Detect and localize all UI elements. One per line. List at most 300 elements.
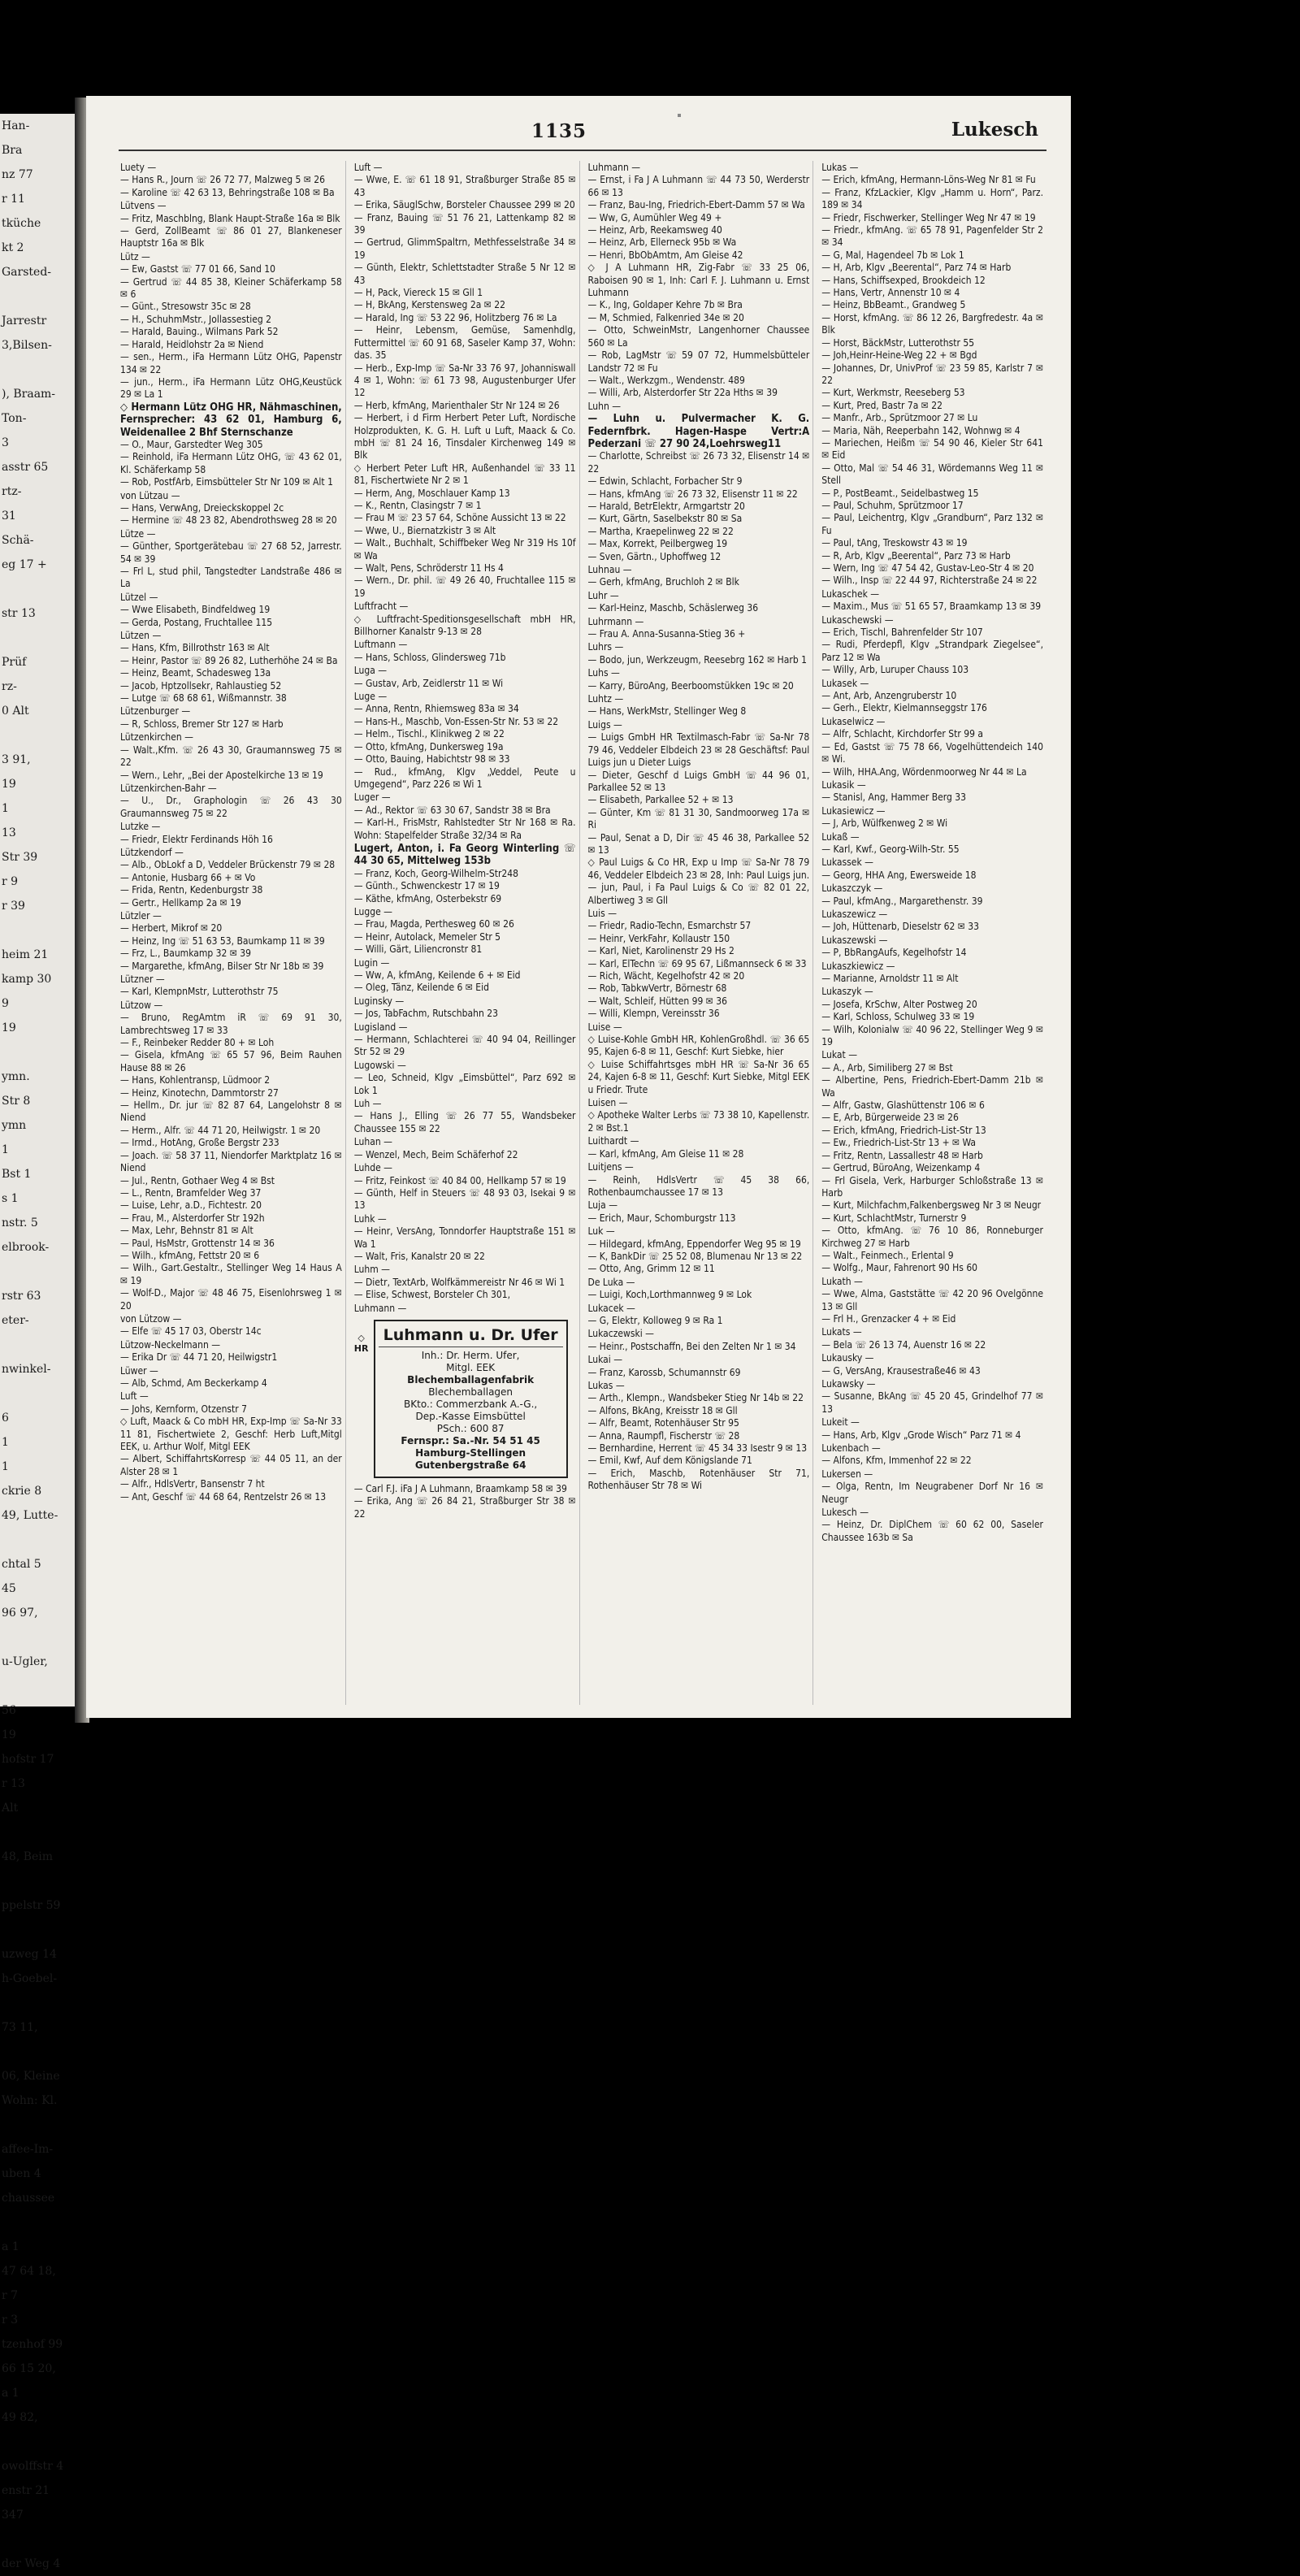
fragment-text: 3	[2, 436, 9, 449]
directory-entry: — Wenzel, Mech, Beim Schäferhof 22	[353, 1148, 518, 1160]
surname-heading: Luftmann —	[353, 639, 408, 651]
directory-entry: — Heinr, Pastor ☏ 89 26 82, Lutherhöhe 24 ✉ Ba	[120, 654, 338, 666]
directory-entry: — Martha, Kraepelinweg 22 ✉ 22	[587, 525, 734, 537]
directory-entry: — Günth., Schwenckestr 17 ✉ 19	[353, 880, 500, 892]
directory-entry: — Charlotte, Schreibst ☏ 26 73 32, Elisenstr 14 ✉ 22	[587, 450, 810, 475]
directory-entry: — Herb, kfmAng, Marienthaler Str Nr 124 ✉ 26	[353, 399, 560, 411]
surname-heading: Luise —	[587, 1021, 622, 1033]
directory-entry: — Alfr, Schlacht, Kirchdorfer Str 99 a	[821, 728, 984, 740]
fragment-text	[0, 1674, 78, 1698]
directory-entry: — Horst, BäckMstr, Lutterothstr 55	[821, 336, 975, 349]
directory-entry: — Fritz, Maschblng, Blank Haupt-Straße 16a ✉ Blk	[120, 212, 340, 224]
ad-line: Fernspr.: Sa.-Nr. 54 51 45	[401, 1434, 540, 1446]
directory-entry: — Frida, Rentn, Kedenburgstr 38	[120, 884, 263, 896]
fragment-text: r 13	[2, 1777, 25, 1790]
surname-heading: Lütvens —	[120, 200, 167, 212]
directory-entry: ◇ Hermann Lütz OHG HR, Nähmaschinen, Fernsprecher: 43 62 01, Hamburg 6, Weidenallee 2 Bhf Sternschanze	[120, 401, 342, 439]
surname-heading: Lukaschewski —	[821, 614, 894, 626]
directory-entry: — Gerd, ZollBeamt ☏ 86 01 27, Blankeneser Hauptstr 16a ✉ Blk	[120, 225, 342, 249]
fragment-text: 19	[2, 1021, 16, 1034]
directory-entry: — L., Rentn, Bramfelder Weg 37	[120, 1186, 262, 1199]
directory-entry: — Maxim., Mus ☏ 51 65 57, Braamkamp 13 ✉ 39	[821, 601, 1042, 613]
directory-entry: — jun., Herm., iFa Hermann Lütz OHG,Keustück 29 ✉ La 1	[120, 375, 342, 401]
directory-entry: — Franz, Bau-Ing, Friedrich-Ebert-Damm 57 ✉ Wa	[587, 199, 805, 211]
fragment-text: uzweg 14	[2, 1948, 57, 1961]
directory-entry: — Johannes, Dr, UnivProf ☏ 23 59 85, Karlstr 7 ✉ 22	[821, 362, 1043, 386]
surname-heading: Luis —	[587, 907, 617, 919]
surname-heading: Lukawsky —	[821, 1378, 876, 1390]
directory-entry: — Otto, Ang, Grimm 12 ✉ 11	[587, 1263, 715, 1275]
surname-heading: Lukaszyk —	[821, 986, 873, 998]
fragment-text: 49 82,	[2, 2411, 38, 2424]
ad-line: Dep.-Kasse Eimsbüttel	[415, 1410, 526, 1422]
directory-entry: — Kurt, Werkmstr, Reeseberg 53	[821, 387, 965, 399]
surname-heading: Luigs —	[587, 718, 622, 731]
surname-heading: Lukaczewski —	[587, 1328, 654, 1340]
surname-heading: Luhn —	[587, 400, 622, 412]
directory-entry: — Arth., Klempn., Wandsbeker Stieg Nr 14b ✉ 22	[587, 1392, 804, 1404]
fragment-text: Prüf	[2, 656, 27, 669]
directory-entry: — sen., Herm., iFa Hermann Lütz OHG, Papenstr 134 ✉ 22	[120, 351, 342, 375]
directory-entry: — H, Arb, Klgv „Beerental“, Parz 74 ✉ Harb	[821, 262, 1012, 274]
directory-entry: — Franz, Karossb, Schumannstr 69	[587, 1366, 741, 1378]
directory-entry: — Wern, Ing ☏ 47 54 42, Gustav-Leo-Str 4 ✉ 20	[821, 562, 1034, 574]
directory-entry: — Stanisl, Ang, Hammer Berg 33	[821, 791, 967, 804]
page-number: 1135	[531, 120, 587, 142]
directory-columns	[120, 161, 1046, 1705]
directory-entry: — Harald, Heidlohstr 2a ✉ Niend	[120, 338, 264, 350]
surname-heading: Luhmann —	[587, 162, 641, 173]
directory-entry: — Georg, HHA Ang, Ewersweide 18	[821, 869, 977, 881]
directory-entry: — Rich, Wächt, Kegelhofstr 42 ✉ 20	[587, 970, 745, 982]
directory-entry: — Johs, Kernform, Otzenstr 7	[120, 1403, 247, 1415]
directory-entry: — Karl, Kwf., Georg-Wilh-Str. 55	[821, 843, 960, 855]
directory-entry: ◇ Apotheke Walter Lerbs ☏ 73 38 10, Kapellenstr. 2 ✉ Bst.1	[587, 1109, 810, 1134]
header-rule	[119, 150, 1046, 151]
surname-heading: Lukas —	[821, 162, 859, 173]
directory-entry: — Wwe, Alma, Gaststätte ☏ 42 20 96 Ovelgönne 13 ✉ Gll	[821, 1288, 1043, 1312]
directory-entry: — Ww, G, Aumühler Weg 49 +	[587, 211, 722, 223]
surname-heading: Lützkendorf —	[120, 846, 184, 858]
surname-heading: Lukasik —	[821, 778, 866, 791]
directory-entry: — Reinh, HdlsVertr ☏ 45 38 66, Rothenbaumchaussee 17 ✉ 13	[587, 1173, 810, 1198]
directory-entry: — Anna, Rentn, Rhiemsweg 83a ✉ 34	[353, 703, 519, 715]
fragment-text	[0, 2527, 78, 2552]
directory-entry: — K., Ing, Goldaper Kehre 7b ✉ Bra	[587, 299, 743, 311]
directory-entry: — G, Elektr, Kolloweg 9 ✉ Ra 1	[587, 1314, 723, 1326]
directory-entry: — J, Arb, Wülfkenweg 2 ✉ Wi	[821, 817, 948, 830]
directory-entry: — Harald, Ing ☏ 53 22 96, Holitzberg 76 ✉ La	[353, 311, 557, 323]
column-4	[821, 161, 1046, 1705]
directory-entry: — Herm, Ang, Moschlauer Kamp 13	[353, 487, 510, 499]
directory-entry: — Alfr, Gastw, Glashüttenstr 106 ✉ 6	[821, 1099, 985, 1112]
directory-entry: — Walt.,Kfm. ☏ 26 43 30, Graumannsweg 75 ✉ 22	[120, 744, 342, 769]
directory-entry: — Wilh., Gart.Gestaltr., Stellinger Weg 14 Haus A ✉ 19	[120, 1262, 342, 1286]
surname-heading: Lutzke —	[120, 821, 161, 833]
surname-heading: Lugowski —	[353, 1059, 406, 1071]
directory-entry: — Manfr., Arb., Sprützmoor 27 ✉ Lu	[821, 412, 978, 424]
fragment-text	[0, 1528, 78, 1552]
fragment-text: u-Ugler,	[2, 1655, 48, 1668]
fragment-text	[0, 284, 78, 309]
directory-entry: — Maria, Näh, Reeperbahn 142, Wohnwg ✉ 4	[821, 424, 1020, 436]
surname-heading: Luitjens —	[587, 1161, 634, 1173]
directory-entry: — Wern., Lehr, „Bei der Apostelkirche 13 ✉ 19	[120, 769, 323, 781]
fragment-text: 9	[2, 997, 9, 1010]
directory-entry: — Frl H., Grenzacker 4 + ✉ Eid	[821, 1312, 956, 1325]
directory-entry: ◇ J A Luhmann HR, Zig-Fabr ☏ 33 25 06, Raboisen 90 ✉ 1, Inh: Carl F. J. Luhmann u. Ernst Luhmann	[587, 262, 810, 299]
directory-entry: — Luigi, Koch,Lorthmannweg 9 ✉ Lok	[587, 1289, 752, 1301]
directory-entry: — Fritz, Rentn, Lassallestr 48 ✉ Harb	[821, 1149, 983, 1161]
directory-entry: — Gisela, kfmAng ☏ 65 57 96, Beim Rauhen Hause 88 ✉ 26	[120, 1049, 342, 1073]
surname-heading: Lütze —	[120, 527, 156, 540]
surname-heading: Luga —	[353, 665, 388, 677]
directory-entry: — Hans, WerkMstr, Stellinger Weg 8	[587, 705, 747, 718]
directory-entry: — Wwe Elisabeth, Bindfeldweg 19	[120, 604, 271, 616]
fragment-text: a 1	[2, 2240, 20, 2253]
directory-entry: — Frz, L., Baumkamp 32 ✉ 39	[120, 948, 252, 960]
directory-entry: — Gustav, Arb, Zeidlerstr 11 ✉ Wi	[353, 677, 504, 689]
directory-entry: — Herm., Alfr. ☏ 44 71 20, Heilwigstr. 1 ✉ 20	[120, 1124, 321, 1136]
directory-entry: — Bernhardine, Herrent ☏ 45 34 33 Isestr 9 ✉ 13	[587, 1442, 808, 1455]
directory-entry: — Walt, Pens, Schröderstr 11 Hs 4	[353, 562, 504, 574]
directory-entry: — Wilh., kfmAng, Fettstr 20 ✉ 6	[120, 1249, 260, 1261]
directory-entry: — Heinz, Kinotechn, Dammtorstr 27	[120, 1086, 279, 1099]
directory-entry: — Kurt, SchlachtMstr, Turnerstr 9	[821, 1212, 967, 1224]
directory-entry: — Erika Dr ☏ 44 71 20, Heilwigstr1	[120, 1351, 278, 1364]
fragment-text: tzenhof 99	[2, 2338, 63, 2351]
directory-entry: — Jul., Rentn, Gothaer Weg 4 ✉ Bst	[120, 1174, 275, 1186]
directory-entry: — Henri, BbObAmtm, Am Gleise 42	[587, 249, 743, 261]
directory-entry: — Gertrud ☏ 44 85 38, Kleiner Schäferkamp 58 ✉ 6	[120, 275, 342, 301]
directory-entry: — Erich, kfmAng, Hermann-Löns-Weg Nr 81 ✉ Fu	[821, 174, 1036, 186]
directory-entry: — Karoline ☏ 42 63 13, Behringstraße 108 ✉ Ba	[120, 186, 335, 198]
directory-entry: — Rob, TabkwVertr, Börnestr 68	[587, 982, 727, 995]
directory-entry: ◇ Paul Luigs & Co HR, Exp u Imp ☏ Sa-Nr 78 79 46, Veddeler Elbdeich 23 ✉ 28, Inh: Paul Luigs jun.	[587, 856, 810, 881]
fragment-text: uben 4	[2, 2167, 41, 2180]
directory-entry: — M, Schmied, Falkenried 34e ✉ 20	[587, 311, 744, 323]
directory-entry: — Karl, Schloss, Schulweg 33 ✉ 19	[821, 1011, 975, 1023]
fragment-text	[0, 1040, 78, 1065]
directory-entry: — Emil, Kwf, Auf dem Königslande 71	[587, 1455, 752, 1467]
fragment-text: h-Goebel-	[2, 1972, 58, 1985]
fragment-text: ), Braam-	[2, 388, 56, 401]
directory-entry: — Oleg, Tänz, Keilende 6 ✉ Eid	[353, 982, 489, 994]
surname-heading: Lukaselwicz —	[821, 715, 886, 727]
directory-entry: — Franz, Koch, Georg-Wilhelm-Str248	[353, 867, 518, 879]
directory-entry: — Otto, SchweinMstr, Langenhorner Chaussee 560 ✉ La	[587, 324, 810, 349]
surname-heading: Lützen —	[120, 630, 162, 642]
directory-entry: — Paul, Senat a D, Dir ☏ 45 46 38, Parkallee 52 ✉ 13	[587, 831, 810, 856]
directory-entry: — A., Arb, Similiberg 27 ✉ Bst	[821, 1061, 953, 1073]
directory-entry: — Franz, Bauing ☏ 51 76 21, Lattenkamp 82 ✉ 39	[353, 211, 576, 236]
surname-heading: Lukasek —	[821, 677, 869, 689]
directory-entry: ◇ Luft, Maack & Co mbH HR, Exp-Imp ☏ Sa-Nr 33 11 81, Fischertwiete 2, Geschf: Herb Luft,Mitgl EEK, u. Arthur Wolf, Mitgl EEK	[120, 1416, 342, 1453]
ad-line: Inh.: Dr. Herm. Ufer,	[421, 1349, 520, 1361]
directory-entry: — Hans, Kfm, Billrothstr 163 ✉ Alt	[120, 642, 270, 654]
fragment-text	[0, 723, 78, 748]
surname-heading: Lukacek —	[587, 1302, 635, 1314]
directory-entry: — Herb., Exp-Imp ☏ Sa-Nr 33 76 97, Johanniswall 4 ✉ 1, Wohn: ☏ 61 73 98, Augustenburger Ufer 12	[353, 362, 576, 399]
directory-entry: — Frau M ☏ 23 57 64, Schöne Aussicht 13 ✉ 22	[353, 512, 566, 524]
fragment-text	[0, 626, 78, 650]
directory-entry: — Günth, Elektr, Schlettstadter Straße 5 Nr 12 ✉ 43	[353, 262, 576, 286]
ad-line: Gutenbergstraße 64	[414, 1459, 526, 1471]
directory-entry: — Alb, Schmd, Am Beckerkamp 4	[120, 1377, 267, 1389]
surname-heading: Lüwer —	[120, 1364, 158, 1377]
fragment-text: 56	[2, 1704, 16, 1717]
directory-entry: — Alb., ObLokf a D, Veddeler Brückenstr 79 ✉ 28	[120, 859, 336, 871]
directory-entry: — Gertrud, GlimmSpaltrn, Methfesselstraße 34 ✉ 19	[353, 236, 576, 261]
surname-heading: Luft —	[120, 1390, 149, 1403]
directory-entry: — Willy, Arb, Luruper Chauss 103	[821, 664, 969, 676]
directory-entry: — Franz, KfzLackier, Klgv „Hamm u. Horn“, Parz. 189 ✉ 34	[821, 186, 1043, 211]
directory-entry: — Friedr, Fischwerker, Stellinger Weg Nr 47 ✉ 19	[821, 211, 1036, 223]
directory-entry: — Günth, Helf in Steuers ☏ 48 93 03, Isekai 9 ✉ 13	[353, 1186, 576, 1212]
ad-line: Hamburg-Stellingen	[415, 1446, 526, 1459]
directory-entry: — Hans, kfmAng ☏ 26 73 32, Elisenstr 11 ✉ 22	[587, 488, 798, 500]
directory-entry: — Jacob, Hptzollsekr, Rahlaustieg 52	[120, 679, 282, 692]
directory-entry: — Herbert, Mikrof ✉ 20	[120, 922, 223, 935]
directory-entry: — Helm., Tischl., Klinikweg 2 ✉ 22	[353, 728, 505, 740]
surname-heading: Lukasiewicz —	[821, 804, 886, 817]
fragment-text	[0, 2040, 78, 2064]
surname-heading: Luhtz —	[587, 693, 624, 705]
directory-entry: — Frau A. Anna-Susanna-Stieg 36 +	[587, 628, 746, 640]
directory-entry: — Hermine ☏ 48 23 82, Abendrothsweg 28 ✉ 20	[120, 514, 337, 527]
directory-entry: — Erich, kfmAng, Friedrich-List-Str 13	[821, 1124, 986, 1136]
fragment-text: 13	[2, 826, 16, 839]
surname-heading: Lukai —	[587, 1354, 623, 1366]
surname-heading: Lukassek —	[821, 856, 873, 869]
directory-entry: — Hans-H., Maschb, Von-Essen-Str Nr. 53 ✉ 22	[353, 715, 559, 727]
surname-heading: Lützler —	[120, 909, 162, 922]
ad-line: BKto.: Commerzbank A.-G.,	[404, 1398, 538, 1410]
fragment-text: r 7	[2, 2289, 19, 2302]
directory-entry: — Frl L, stud phil, Tangstedter Landstraße 486 ✉ La	[120, 566, 342, 590]
directory-entry: — Herbert, i d Firm Herbert Peter Luft, Nordische Holzprodukten, K. G. H. Luft u Luft, Maack & Co. mbH ☏ 81 24 16, Tinsdaler Kirchenweg 149 ✉ Blk	[353, 412, 576, 462]
directory-entry: — jun, Paul, i Fa Paul Luigs & Co ☏ 82 01 22, Albertiweg 3 ✉ Gll	[587, 882, 810, 906]
directory-entry: — Erika, Ang ☏ 26 84 21, Straßburger Str 38 ✉ 22	[353, 1495, 576, 1520]
fragment-text: 66 15 20,	[2, 2362, 56, 2375]
column-2	[354, 161, 580, 1705]
directory-entry: — Luigs GmbH HR Textilmasch-Fabr ☏ Sa-Nr 78 79 46, Veddeler Elbdeich 23 ✉ 28 Geschäftsf: Paul Luigs jun u Dieter Luigs	[587, 731, 810, 769]
directory-entry: — Sven, Gärtn., Uphoffweg 12	[587, 550, 722, 562]
directory-entry: — Max, Korrekt, Peilbergweg 19	[587, 538, 728, 550]
fragment-text	[0, 1333, 78, 1357]
directory-entry: — Rob, LagMstr ☏ 59 07 72, Hummelsbütteler Landstr 72 ✉ Fu	[587, 349, 810, 374]
directory-entry: — Hans, Schiffsexped, Brookdeich 12	[821, 274, 986, 286]
directory-entry: — Heinz, Ing ☏ 51 63 53, Baumkamp 11 ✉ 39	[120, 935, 325, 947]
fragment-text: 19	[2, 1728, 16, 1741]
surname-heading: Lukat —	[821, 1049, 858, 1061]
directory-entry: — Gerda, Postang, Fruchtallee 115	[120, 616, 273, 628]
directory-entry: — Elfe ☏ 45 17 03, Oberstr 14c	[120, 1325, 262, 1338]
surname-heading: Lützow-Neckelmann —	[120, 1338, 221, 1351]
directory-entry: — Gerh, kfmAng, Bruchloh 2 ✉ Blk	[587, 576, 739, 588]
surname-heading: De Luka —	[587, 1276, 635, 1288]
directory-entry: — Ernst, i Fa J A Luhmann ☏ 44 73 50, Werderstr 66 ✉ 13	[587, 174, 810, 198]
directory-entry: — Otto, Bauing, Habichtstr 98 ✉ 33	[353, 753, 510, 765]
directory-entry: — Harald, BetrElektr, Armgartstr 20	[587, 500, 745, 512]
surname-heading: Luhrmann —	[587, 615, 644, 627]
fragment-text: chtal 5	[2, 1558, 41, 1571]
fragment-text	[0, 1869, 78, 1893]
surname-heading: Luhrs —	[587, 641, 624, 653]
directory-entry: — Kurt, Pred, Bastr 7a ✉ 22	[821, 399, 943, 411]
fragment-text: a 1	[2, 2387, 20, 2400]
advertisement-box	[353, 1320, 568, 1478]
directory-entry: — Kurt, Gärtn, Saselbekstr 80 ✉ Sa	[587, 513, 743, 525]
surname-heading: Lützenburger —	[120, 705, 191, 718]
directory-entry: — H, BkAng, Kerstensweg 2a ✉ 22	[353, 299, 505, 311]
fragment-text: 6	[2, 1412, 9, 1425]
directory-entry: — Wern., Dr. phil. ☏ 49 26 40, Fruchtallee 115 ✉ 19	[353, 575, 576, 599]
fragment-text: 47 64 18,	[2, 2265, 56, 2278]
directory-entry: — Horst, kfmAng. ☏ 86 12 26, Bargfredestr. 4a ✉ Blk	[821, 311, 1043, 336]
surname-heading: Luhs —	[587, 667, 620, 679]
directory-entry: — Karry, BüroAng, Beerboomstükken 19c ✉ 20	[587, 679, 794, 692]
surname-heading: Lukaß —	[821, 830, 860, 843]
fragment-text: affee-Im-	[2, 2143, 54, 2156]
surname-heading: Lukaszewski —	[821, 934, 888, 946]
fragment-text: Alt	[2, 1802, 19, 1815]
fragment-text: 1	[2, 1460, 9, 1473]
directory-entry: — Heinz, BbBeamt., Grandweg 5	[821, 299, 966, 311]
surname-heading: Lukeit —	[821, 1416, 860, 1429]
surname-heading: Luh —	[353, 1098, 382, 1110]
directory-entry: — Ew, Gastst ☏ 77 01 66, Sand 10	[120, 263, 276, 275]
fragment-text	[0, 1918, 78, 1942]
directory-entry: — Josefa, KrSchw, Alter Postweg 20	[821, 998, 977, 1010]
directory-entry: — P, BbRangAufs, Kegelhofstr 14	[821, 947, 967, 959]
surname-heading: Luhm —	[353, 1264, 390, 1276]
column-1	[120, 161, 346, 1705]
surname-heading: Luisen —	[587, 1097, 628, 1109]
directory-entry: — Alfons, BkAng, Kreisstr 18 ✉ Gll	[587, 1404, 738, 1416]
directory-entry: — Paul, HsMstr, Grottenstr 14 ✉ 36	[120, 1237, 275, 1249]
directory-entry: — Antonie, Husbarg 66 + ✉ Vo	[120, 871, 256, 883]
directory-entry: — Ed, Gastst ☏ 75 78 66, Vogelhüttendeich 140 ✉ Wi.	[821, 740, 1043, 765]
directory-entry: — R, Arb, Klgv „Beerental“, Parz 73 ✉ Harb	[821, 549, 1011, 562]
directory-entry: — Joh, Hüttenarb, Dieselstr 62 ✉ 33	[821, 921, 979, 933]
directory-entry: — Rudi, Pferdepfl, Klgv „Strandpark Ziegelsee“, Parz 12 ✉ Wa	[821, 639, 1043, 663]
directory-entry: — Lutge ☏ 68 68 61, Wißmannstr. 38	[120, 692, 287, 705]
directory-entry: — Hans R., Journ ☏ 26 72 77, Malzweg 5 ✉ 26	[120, 174, 326, 186]
directory-entry: — Friedr, Elektr Ferdinands Höh 16	[120, 833, 273, 845]
surname-heading: Lukaszkiewicz —	[821, 960, 895, 972]
directory-entry: — Hermann, Schlachterei ☏ 40 94 04, Reillinger Str 52 ✉ 29	[353, 1034, 576, 1058]
ad-line: Mitgl. EEK	[446, 1361, 496, 1373]
directory-entry: — Joach. ☏ 58 37 11, Niendorfer Marktplatz 16 ✉ Niend	[120, 1149, 342, 1174]
directory-entry: — Paul, Leichentrg, Klgv „Grandburn“, Parz 132 ✉ Fu	[821, 512, 1043, 536]
fragment-text: ymn	[2, 1119, 27, 1132]
directory-entry: — Heinr, VerkFahr, Kollaustr 150	[587, 932, 730, 944]
fragment-text: der Weg 4	[2, 2557, 61, 2570]
fragment-text: kamp 30	[2, 973, 52, 986]
directory-entry: — Otto, kfmAng, Dunkersweg 19a	[353, 740, 504, 752]
surname-heading: Lukesch —	[821, 1507, 869, 1519]
ad-line: PSch.: 600 87	[436, 1422, 505, 1434]
surname-heading: Lugin —	[353, 956, 390, 969]
directory-entry: — K, BankDir ☏ 25 52 08, Blumenau Nr 13 ✉ 22	[587, 1250, 803, 1262]
surname-heading: Luhr —	[587, 589, 619, 601]
surname-heading: Lützenkirchen-Bahr —	[120, 782, 217, 794]
surname-heading: Lugisland —	[353, 1021, 408, 1033]
directory-entry: — Irmd., HotAng, Große Bergstr 233	[120, 1137, 280, 1149]
directory-entry: — R, Schloss, Bremer Str 127 ✉ Harb	[120, 718, 284, 730]
surname-heading: Luger —	[353, 791, 391, 804]
directory-entry: ◇ Luise Schiffahrtsges mbH HR ☏ Sa-Nr 36 65 24, Kajen 6-8 ✉ 11, Geschf: Kurt Siebke, Mitgl EEK u Friedr. Trute	[587, 1058, 810, 1095]
directory-entry: — Erich, Maschb, Rotenhäuser Str 71, Rothenhäuser Str 78 ✉ Wi	[587, 1467, 810, 1492]
directory-entry: — Bodo, jun, Werkzeugm, Reesebrg 162 ✉ Harb 1	[587, 653, 807, 666]
surname-heading: Lützenkirchen —	[120, 731, 193, 744]
directory-entry: — Reinhold, iFa Hermann Lütz OHG, ☏ 43 62 01, Kl. Schäferkamp 58	[120, 451, 342, 475]
fragment-text	[0, 2430, 78, 2454]
directory-entry: — Gerh., Elektr, Kielmannseggstr 176	[821, 702, 987, 714]
surname-heading: Luja —	[587, 1199, 618, 1212]
surname-heading: Luftfracht —	[353, 601, 409, 613]
directory-entry: — Friedr., kfmAng. ☏ 65 78 91, Pagenfelder Str 2 ✉ 34	[821, 224, 1043, 249]
directory-entry: — Susanne, BkAng ☏ 45 20 45, Grindelhof 77 ✉ 13	[821, 1390, 1043, 1415]
surname-heading: Lützow —	[120, 999, 163, 1011]
directory-entry: — Heinr, Autolack, Memeler Str 5	[353, 930, 501, 943]
directory-entry: — U., Dr., Graphologin ☏ 26 43 30 Graumannsweg 75 ✉ 22	[120, 795, 342, 819]
fragment-text	[0, 2113, 78, 2137]
directory-entry: — Joh,Heinr-Heine-Weg 22 + ✉ Bgd	[821, 349, 977, 362]
fragment-text: 1	[2, 802, 9, 815]
directory-entry: — P., PostBeamt., Seidelbastweg 15	[821, 487, 979, 499]
previous-page-fragment	[0, 114, 78, 2570]
fragment-text	[0, 1381, 78, 1406]
surname-heading: Luety —	[120, 162, 157, 173]
directory-entry: — Hans J., Elling ☏ 26 77 55, Wandsbeker Chaussee 155 ✉ 22	[353, 1110, 576, 1134]
directory-entry: — Gertrud, BüroAng, Weizenkamp 4	[821, 1162, 981, 1174]
directory-entry: — Willi, Klempn, Vereinsstr 36	[587, 1008, 720, 1020]
directory-entry: — Jos, TabFachm, Rutschbahn 23	[353, 1008, 498, 1020]
fragment-text: 19	[2, 778, 16, 791]
directory-entry: — Erich, Tischl, Bahrenfelder Str 107	[821, 627, 983, 639]
directory-entry: — Heinz, Dr. DiplChem ☏ 60 62 00, Saseler Chaussee 163b ✉ Sa	[821, 1519, 1043, 1543]
directory-entry: — Karl, Niet, Karolinenstr 29 Hs 2	[587, 945, 734, 957]
directory-entry: — O., Maur, Garstedter Weg 305	[120, 438, 263, 450]
fragment-text: 1	[2, 1436, 9, 1449]
directory-entry: — Dieter, Geschf d Luigs GmbH ☏ 44 96 01, Parkallee 52 ✉ 13	[587, 769, 810, 793]
fragment-text: Ton-	[2, 412, 27, 425]
fragment-text: 0 Alt	[2, 705, 29, 718]
fragment-text: 06, Kleine	[2, 2070, 60, 2083]
directory-entry: — Karl, ElTechn ☏ 69 95 67, Lißmannseck 6 ✉ 33	[587, 957, 807, 969]
directory-entry: — Harald, Bauing., Wilmans Park 52	[120, 326, 279, 338]
directory-entry: — H., SchuhmMstr., Jollassestieg 2	[120, 313, 271, 325]
directory-entry: — Rud., kfmAng, Klgv „Veddel, Peute u Umgegend“, Parz 226 ✉ Wi 1	[353, 765, 576, 790]
directory-entry: — Luhn u. Pulvermacher K. G. Federnfbrk. Hagen-Haspe Vertr:A Pederzani ☏ 27 90 24,Loehrsweg11	[587, 413, 810, 450]
directory-entry: — Walt., Werkzgm., Wendenstr. 489	[587, 374, 745, 386]
ad-title: Luhmann u. Dr. Ufer	[379, 1326, 563, 1347]
directory-entry: — Elisabeth, Parkallee 52 + ✉ 13	[587, 794, 734, 806]
directory-entry: — Ant, Geschf ☏ 44 68 64, Rentzelstr 26 ✉ 13	[120, 1490, 327, 1503]
fragment-text: r 39	[2, 900, 25, 913]
fragment-text	[0, 1991, 78, 2015]
directory-entry: — Erika, SäuglSchw, Borsteler Chaussee 299 ✉ 20	[353, 199, 575, 211]
fragment-text	[0, 1820, 78, 1845]
fragment-text	[0, 2210, 78, 2235]
surname-heading: Luge —	[353, 691, 388, 703]
directory-entry: — Walt., Feinmech., Erlental 9	[821, 1249, 954, 1261]
directory-entry: — Ww, A, kfmAng, Keilende 6 + ✉ Eid	[353, 969, 521, 981]
directory-entry: — G, Mal, Hagendeel 7b ✉ Lok 1	[821, 249, 964, 261]
directory-entry: — Albertine, Pens, Friedrich-Ebert-Damm 21b ✉ Wa	[821, 1074, 1043, 1099]
